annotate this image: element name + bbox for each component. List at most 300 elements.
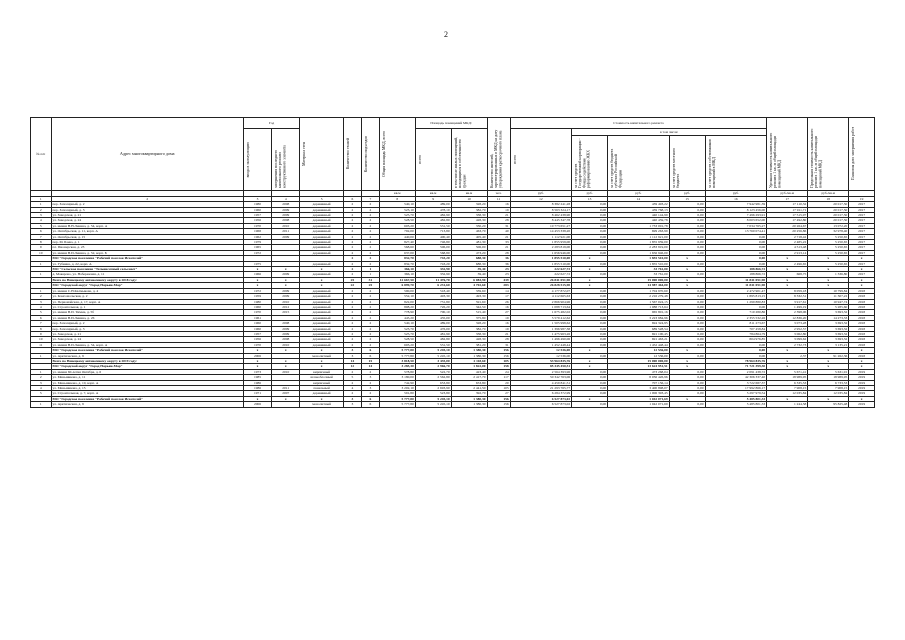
table-cell: 14 273,33 (808, 315, 849, 320)
table-cell: 2017 (849, 223, 875, 228)
address-cell: МО "Городское поселение "Рабочий поселок Искателей" (51, 396, 243, 401)
table-cell: 1 244,58 (767, 402, 808, 407)
table-cell: 15 000 000,00 (608, 277, 670, 282)
table-cell: 15 (361, 358, 379, 363)
table-cell: 5 245,10 (415, 396, 451, 401)
unit-cell: руб. (572, 191, 608, 197)
table-cell: 482,80 (415, 337, 451, 342)
table-cell: 3 435,00 (415, 358, 451, 363)
table-cell: 32 978,40 (808, 229, 849, 234)
table-cell: 540,10 (379, 321, 415, 326)
table-cell: 5 777,80 (379, 348, 415, 353)
table-cell: 21 (487, 213, 510, 218)
table-cell: 28 (487, 250, 510, 255)
table-cell: 18 989,95 (808, 375, 849, 380)
table-cell: 5 (343, 375, 361, 380)
table-cell: х (808, 364, 849, 369)
table-cell: деревянный (300, 391, 344, 396)
table-cell: 1 822,00 (451, 364, 487, 369)
table-cell: 1 380,30 (451, 353, 487, 358)
table-cell: 0,00 (572, 304, 608, 309)
table-cell: 2009 (272, 213, 300, 218)
table-cell: 518,40 (415, 288, 451, 293)
table-cell: 21 (487, 234, 510, 239)
table-cell: 2009 (272, 272, 300, 277)
address-cell: Всего по Ненецкому автономному округу в 2019 году: (51, 358, 243, 363)
table-cell: 440 459,78 (608, 218, 670, 223)
table-cell: 6 (361, 396, 379, 401)
table-cell: 7 908,15 (808, 386, 849, 391)
table-cell: 0,00 (669, 321, 705, 326)
table-cell: 713,80 (415, 229, 451, 234)
table-cell: 1 656 946,00 (510, 250, 572, 255)
table-cell: 1 855 510,00 (608, 256, 670, 261)
table-cell (272, 402, 300, 407)
address-cell: пл. Пионерская, д. 23 (51, 245, 243, 250)
address-cell: ул. Комсомольская, д. 2 (51, 294, 243, 299)
address-cell: ул. Арктическая, д. 9 (51, 353, 243, 358)
table-cell: 506,00 (451, 245, 487, 250)
table-cell: 12 536,00 (510, 348, 572, 353)
table-cell: х (243, 283, 271, 288)
table-cell: 332,90 (415, 272, 451, 277)
table-cell: деревянный (300, 213, 344, 218)
table-cell: 3 693,32 (808, 321, 849, 326)
table-cell: 17 992 866,17 (705, 386, 767, 391)
table-cell: 2009 (272, 288, 300, 293)
table-cell: 1960 (243, 326, 271, 331)
table-cell: 0,00 (705, 353, 767, 358)
table-cell: 0,00 (705, 261, 767, 266)
table-cell: 531,50 (415, 342, 451, 347)
col-number: 19 (849, 196, 875, 202)
table-cell: 39,40 (451, 272, 487, 277)
table-cell: 0,00 (669, 250, 705, 255)
table-cell: 0,00 (669, 288, 705, 293)
table-cell: 2006 (243, 353, 271, 358)
table-cell: 0,00 (669, 380, 705, 385)
col-number: 2 (51, 196, 243, 202)
address-cell: ул. Заводская, д. 24 (51, 218, 243, 223)
table-cell: 22 (343, 283, 361, 288)
table-cell: 1 855 510,00 (510, 256, 572, 261)
table-cell: 2 (361, 240, 379, 245)
table-cell: 36 (487, 256, 510, 261)
table-cell: 2018 (849, 315, 875, 320)
table-cell: 2 (343, 213, 361, 218)
table-cell: 540,10 (379, 202, 415, 207)
table-cell: 603,20 (379, 342, 415, 347)
table-cell: 2 (343, 207, 361, 212)
table-cell: 392,70 (451, 391, 487, 396)
table-cell: 21 293 765,77 (510, 386, 572, 391)
table-cell: 1971 (243, 391, 271, 396)
table-cell: 1 452 448,44 (608, 342, 670, 347)
table-cell: 5 777,80 (379, 402, 415, 407)
table-cell: 188 866,72 (705, 272, 767, 277)
table-cell: 188 866,72 (705, 267, 767, 272)
table-cell: 366,10 (379, 272, 415, 277)
table-cell: 10 799,84 (808, 288, 849, 293)
table-cell: 440 144,99 (608, 213, 670, 218)
table-cell: 4 112 665,63 (510, 294, 572, 299)
table-cell: 1 855 510,00 (510, 261, 572, 266)
table-cell: 1 006 393,45 (608, 391, 670, 396)
table-cell: 1957 (243, 213, 271, 218)
table-cell: 0,00 (669, 223, 705, 228)
table-cell: 28 (487, 218, 510, 223)
table-cell: х (300, 364, 344, 369)
table-cell: 1 (361, 267, 379, 272)
table-cell: 27 (487, 310, 510, 315)
table-cell: 1 112 921,00 (608, 234, 670, 239)
table-cell: 2 283 819,00 (608, 245, 670, 250)
table-cell: х (669, 396, 705, 401)
table-cell: 2 693,90 (415, 386, 451, 391)
table-cell: 832,70 (379, 256, 415, 261)
table-cell: 2 952,57 (767, 326, 808, 331)
table-cell: 827,40 (379, 240, 415, 245)
table-cell: 707 156,14 (608, 380, 670, 385)
table-cell: 25 (343, 277, 361, 282)
col-number: 11 (487, 196, 510, 202)
header-cost-local: за счет средств местного бюджета (671, 147, 680, 188)
header-cost-owners: за счет средств собственников помещений в МКД (707, 139, 716, 188)
table-cell: 328,20 (451, 202, 487, 207)
table-cell: 15 000 000,00 (608, 358, 670, 363)
table-cell: 9 (31, 331, 52, 336)
table-cell: 0,00 (669, 331, 705, 336)
table-cell: 808,20 (379, 304, 415, 309)
table-cell: 12 (343, 364, 361, 369)
table-cell: 1970 (243, 223, 271, 228)
table-cell: 0,00 (669, 369, 705, 374)
table-cell: 478,10 (415, 207, 451, 212)
table-cell: 95 825,48 (808, 402, 849, 407)
table-cell: 2017 (849, 229, 875, 234)
table-cell: х (300, 267, 344, 272)
table-cell: 2 (361, 207, 379, 212)
table-cell: 21 (487, 331, 510, 336)
table-cell: 8 563 324,17 (510, 207, 572, 212)
table-cell: 445,20 (379, 315, 415, 320)
table-cell: 2010 (272, 342, 300, 347)
table-cell: 12 536,00 (510, 353, 572, 358)
table-cell: 91 262,36 (808, 353, 849, 358)
table-cell: 2 118,60 (451, 358, 487, 363)
table-cell: 653,80 (451, 380, 487, 385)
address-cell: ул. Арктическая, д. 9 (51, 402, 243, 407)
table-cell: 6 899,70 (379, 283, 415, 288)
address-cell: пер. Заполярный, д. 2 (51, 321, 243, 326)
table-cell: х (669, 364, 705, 369)
table-cell: 4 513,48 (767, 245, 808, 250)
table-cell: 2 441,50 (451, 386, 487, 391)
table-cell: 3 (343, 353, 361, 358)
table-cell: 743,20 (415, 256, 451, 261)
table-cell: 1970 (243, 342, 271, 347)
table-cell: 2 (343, 315, 361, 320)
table-cell: х (243, 364, 271, 369)
table-cell: 405,40 (451, 234, 487, 239)
header-incl: в том числе: (572, 129, 767, 136)
table-cell: 2010 (272, 223, 300, 228)
table-cell: панельный (300, 386, 344, 391)
table-cell: 2017 (849, 234, 875, 239)
table-cell: 0,00 (669, 326, 705, 331)
table-cell: 428,30 (451, 218, 487, 223)
table-cell: 0,00 (669, 240, 705, 245)
table-cell: 2012 (272, 304, 300, 309)
table-cell: 0,00 (669, 391, 705, 396)
table-cell: 3 693,32 (808, 331, 849, 336)
table-cell: 156 (487, 353, 510, 358)
table-cell: х (808, 396, 849, 401)
unit-cell: руб. (510, 191, 572, 197)
table-cell: 0,00 (572, 213, 608, 218)
table-cell: 0,00 (705, 256, 767, 261)
table-cell: х (243, 396, 271, 401)
table-cell: х (808, 348, 849, 353)
table-cell: х (808, 267, 849, 272)
table-cell: 2009 (272, 207, 300, 212)
table-cell: 2007 (272, 391, 300, 396)
table-cell: деревянный (300, 245, 344, 250)
header-unit-cost: Удельная стоимость капитального ремонта 1 кв. м общей площади помещений МКД (769, 132, 782, 188)
table-cell: 2019 (849, 380, 875, 385)
table-cell: 439 (487, 277, 510, 282)
table-cell: 528,50 (379, 337, 415, 342)
col-number: 9 (415, 196, 451, 202)
table-cell: х (808, 358, 849, 363)
table-cell: 1 567 024,15 (608, 299, 670, 304)
unit-cell: руб. (608, 191, 670, 197)
table-cell: 0,00 (572, 391, 608, 396)
table-cell: 688,30 (451, 261, 487, 266)
table-cell: х (572, 348, 608, 353)
table-cell: 0,00 (669, 213, 705, 218)
address-cell: ул. имени 60-летия Октября, д. 6 (51, 369, 243, 374)
table-cell: 2009 (272, 331, 300, 336)
table-cell: 0,00 (669, 245, 705, 250)
table-cell: 2010 (272, 299, 300, 304)
address-cell: пер. Заполярный, д. 2 (51, 202, 243, 207)
table-cell: 522,70 (415, 369, 451, 374)
col-number: 7 (361, 196, 379, 202)
table-cell: х (572, 267, 608, 272)
table-cell: 2 (361, 229, 379, 234)
table-cell: 12 035,84 (767, 391, 808, 396)
table-cell: 699 263,99 (608, 229, 670, 234)
table-cell: 19 (487, 315, 510, 320)
table-cell: 6 527 873,02 (510, 396, 572, 401)
table-cell: 1 855 959,00 (510, 240, 572, 245)
table-cell: 0,00 (669, 337, 705, 342)
table-cell: деревянный (300, 310, 344, 315)
table-cell: х (272, 358, 300, 363)
table-cell: 3 818,50 (379, 358, 415, 363)
table-cell: 2 398,06 (767, 310, 808, 315)
table-cell: х (849, 348, 875, 353)
table-cell: 0,00 (572, 386, 608, 391)
table-cell: х (272, 267, 300, 272)
table-cell: 2017 (849, 202, 875, 207)
table-cell: х (243, 277, 271, 282)
table-cell: 0,00 (669, 299, 705, 304)
table-cell: 19 (487, 207, 510, 212)
table-cell: 525,70 (379, 331, 415, 336)
table-cell: 0,00 (572, 369, 608, 374)
table-cell: 2 (343, 229, 361, 234)
table-cell: 668,75 (767, 272, 808, 277)
table-cell: 523,70 (379, 326, 415, 331)
table-cell: 746,80 (415, 240, 451, 245)
table-cell: 1960 (243, 321, 271, 326)
col-number: 12 (510, 196, 572, 202)
table-cell: 1 895 813,15 (705, 294, 767, 299)
address-cell: ул. Меньшикова, д. 11 (51, 375, 243, 380)
table-cell: 0,00 (669, 229, 705, 234)
table-cell: 2 (343, 202, 361, 207)
table-cell: 25 (361, 283, 379, 288)
table-cell: 26 (487, 299, 510, 304)
table-cell: 3 400 898,07 (608, 386, 670, 391)
address-cell: ул. Заводская, д. 21 (51, 213, 243, 218)
address-cell: пер. Заполярный, д. 3 (51, 326, 243, 331)
col-number: 18 (808, 196, 849, 202)
table-cell: 1 380,30 (451, 402, 487, 407)
table-cell: 1 299 880,83 (705, 299, 767, 304)
table-cell: 1968 (243, 229, 271, 234)
table-cell: 6 527 873,02 (510, 402, 572, 407)
capital-repair-table (30, 117, 875, 408)
table-cell: 2 (343, 245, 361, 250)
table-cell: 2018 (849, 294, 875, 299)
table-cell: деревянный (300, 261, 344, 266)
table-cell: 3 (343, 348, 361, 353)
table-cell: 4 177 872,07 (510, 288, 572, 293)
table-cell: 117 (487, 375, 510, 380)
table-cell: 568,60 (379, 245, 415, 250)
col-number: 14 (608, 196, 670, 202)
table-cell: 1 (31, 288, 52, 293)
table-cell: 11 (31, 342, 52, 347)
table-cell: 1 088 713,64 (608, 304, 670, 309)
table-cell: 2 496,65 (767, 261, 808, 266)
table-cell: 23 (487, 272, 510, 277)
table-cell: 17 515,97 (767, 213, 808, 218)
table-cell: х (849, 364, 875, 369)
table-cell: х (243, 267, 271, 272)
unit-cell: руб./кв.м (767, 191, 808, 197)
table-cell: 965 801,16 (608, 310, 670, 315)
table-cell: 0,00 (572, 310, 608, 315)
table-cell: 6 (31, 229, 52, 234)
table-cell: 2018 (849, 321, 875, 326)
table-cell: 0,00 (669, 202, 705, 207)
address-cell: МО "Городское поселение "Рабочий поселок Искателей" (51, 348, 243, 353)
table-cell: 12 536,00 (608, 353, 670, 358)
table-cell: 33 (487, 240, 510, 245)
header-residents: Количество жителей, зарегистрированных в МКД на дату утверждения краткосрочного плана (489, 129, 502, 188)
table-cell: х (243, 348, 271, 353)
table-cell: 743,20 (415, 261, 451, 266)
table-cell: 14 987 464,00 (608, 283, 670, 288)
table-cell: 156 (487, 396, 510, 401)
table-cell: 2 (343, 369, 361, 374)
table-cell: деревянный (300, 321, 344, 326)
table-cell: 476,00 (415, 326, 451, 331)
table-cell: 2018 (849, 353, 875, 358)
col-number: 17 (767, 196, 808, 202)
table-cell: 2 866 904,96 (510, 299, 572, 304)
table-cell: 5 245,10 (415, 353, 451, 358)
table-cell: 1 088 713,64 (510, 304, 572, 309)
col-number: 6 (343, 196, 361, 202)
table-cell: 2008 (272, 337, 300, 342)
table-cell: х (300, 277, 344, 282)
table-cell: 5 250,65 (808, 250, 849, 255)
table-cell: 1 733 001,78 (608, 223, 670, 228)
table-cell: х (767, 283, 808, 288)
table-cell: 0,00 (572, 315, 608, 320)
table-cell: 12 536,00 (608, 348, 670, 353)
table-cell: 2 (361, 256, 379, 261)
table-cell: деревянный (300, 207, 344, 212)
table-cell: 20 017,50 (808, 207, 849, 212)
table-cell: 0,00 (705, 245, 767, 250)
table-cell: деревянный (300, 331, 344, 336)
table-cell: 2 (361, 299, 379, 304)
table-cell: 0,00 (572, 299, 608, 304)
table-cell: 27 (487, 391, 510, 396)
table-cell: 400,40 (415, 234, 451, 239)
table-cell: деревянный (300, 202, 344, 207)
table-cell: 3 722 687,37 (705, 380, 767, 385)
table-cell: 0,00 (572, 353, 608, 358)
table-cell: 2009 (272, 234, 300, 239)
table-cell: 6 (361, 402, 379, 407)
table-cell: 0,00 (705, 304, 767, 309)
table-cell: 2 (343, 272, 361, 277)
table-cell: 78 964 835,76 (705, 358, 767, 363)
table-cell: 0,00 (669, 315, 705, 320)
table-cell: 0,00 (572, 294, 608, 299)
page-number: 2 (444, 30, 448, 39)
table-cell: 13 760 074,41 (705, 229, 767, 234)
table-cell: 2 (343, 223, 361, 228)
table-cell: 578,80 (379, 369, 415, 374)
table-cell: 6 (361, 348, 379, 353)
col-number: 4 (272, 196, 300, 202)
table-cell: 731,80 (415, 299, 451, 304)
address-cell: ул. Строительная, д. 7, корп. А (51, 391, 243, 396)
table-cell: 0,00 (572, 250, 608, 255)
table-cell: 489,00 (415, 202, 451, 207)
table-cell: деревянный (300, 229, 344, 234)
table-cell: 2015 (272, 310, 300, 315)
table-cell: 5 579 412,62 (510, 315, 572, 320)
table-cell: деревянный (300, 218, 344, 223)
table-cell: 0,00 (705, 250, 767, 255)
table-cell: 11 841 051,90 (705, 283, 767, 288)
table-cell: х (572, 364, 608, 369)
table-cell: 707 458,84 (705, 326, 767, 331)
table-cell: 506,00 (415, 245, 451, 250)
unit-cell: чел. (487, 191, 510, 197)
table-cell: 2 (343, 342, 361, 347)
address-cell: ул. Меньшикова, д. 10, корп. А (51, 380, 243, 385)
